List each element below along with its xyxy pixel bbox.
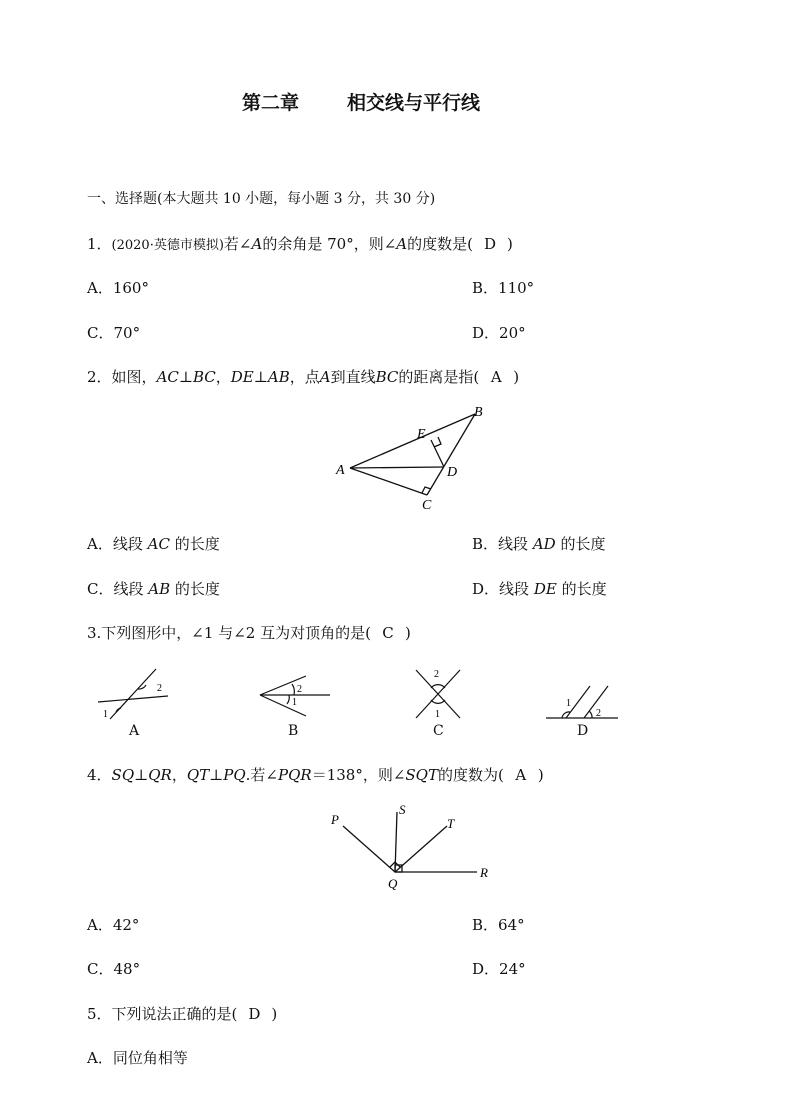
option-text: 42° [112,916,140,934]
q2-triangle-figure [330,400,500,515]
q4-symbol: ⊥ [134,766,149,784]
q2-text: 如图， [111,368,157,386]
q4-option-b [472,914,525,935]
option-text: 线段 [498,535,529,553]
q4-angle-figure [325,800,495,892]
q4-option-c [87,958,140,979]
label-b: B [474,405,483,420]
q1-answer: D [483,235,496,253]
option-label: B． [472,916,499,934]
option-label: D． [472,324,500,342]
option-text: 64° [498,916,525,934]
q5-close: ) [271,1005,278,1023]
option-text: 110° [498,279,535,297]
option-label: D． [472,580,500,598]
option-label: A． [87,1049,113,1067]
q3-answer: C [382,624,394,642]
q4-symbol: ⊥ [209,766,224,784]
q1-source: (2020·英德市模拟) [111,238,224,253]
label-a: A [336,463,345,478]
q5-option-a [87,1047,188,1068]
q1-option-b [472,277,534,298]
q2-text: 到直线 [330,368,376,386]
ray-qt [395,826,447,872]
q1-stem-part: 若∠ [223,235,252,253]
q4-close: ) [537,766,544,784]
angle-label-2: 2 [596,708,601,719]
q5-number: 5． [87,1005,112,1023]
q1-close: ) [506,235,513,253]
angle-label-2: 2 [297,684,302,695]
option-label: B． [472,535,499,553]
q3-figure-c [412,666,464,722]
q1-var: A [396,235,408,253]
angle-label-1: 1 [435,709,440,720]
angle-arc-1 [287,695,289,704]
label-d: D [447,465,458,480]
option-text: 20° [499,324,526,342]
question-4 [87,764,544,785]
q2-close: ) [513,368,520,386]
q2-symbol: ⊥ [253,368,268,386]
q1-option-d [472,322,526,343]
ray-qp [343,826,395,872]
option-text: 的长度 [561,580,607,598]
q4-text: 的度数为( [437,766,504,784]
q2-var: BC [192,368,216,386]
segment-bc [427,414,475,495]
q2-var: A [319,368,331,386]
q3-figure-a [96,664,172,722]
segment-ad [350,467,444,468]
q2-option-d [472,578,607,599]
q3-stem: 3.下列图形中，∠1 与∠2 互为对顶角的是( [87,624,371,642]
option-label: C． [87,324,114,342]
label-r: R [480,865,488,880]
q4-text: ， [171,766,187,784]
option-var: AC [147,535,170,553]
option-text: 线段 [112,535,143,553]
q1-option-a [87,277,149,298]
q3-close: ) [404,624,411,642]
q4-var: PQR [278,766,312,784]
angle-arc-2 [589,711,592,718]
q4-text: ＝138°，则∠ [311,766,406,784]
q4-answer: A [515,766,527,784]
q1-var: A [251,235,263,253]
option-label: C． [87,580,114,598]
option-var: DE [533,580,557,598]
q1-stem-part: 的度数是( [407,235,473,253]
option-label: D． [472,960,500,978]
q2-text: ，点 [289,368,320,386]
question-3 [87,622,411,643]
q4-text: .若∠ [245,766,278,784]
q2-var: BC [375,368,399,386]
option-text: 的长度 [560,535,606,553]
option-label: A． [87,916,113,934]
option-text: 线段 [113,580,144,598]
option-label: C． [87,960,114,978]
segment-de [431,440,444,467]
option-text: 同位角相等 [112,1049,188,1067]
option-text: 24° [499,960,526,978]
q3-caption-b: B [288,723,299,739]
q2-var: DE [230,368,254,386]
angle-arc-2 [431,685,445,688]
q2-answer: A [490,368,502,386]
option-label: B． [472,279,499,297]
q4-var: SQ [111,766,135,784]
angle-label-2: 2 [434,669,439,680]
q2-text: ， [215,368,231,386]
option-text: 48° [113,960,141,978]
segment-ab [350,414,475,468]
q2-option-b [472,533,605,554]
q2-number: 2． [87,368,112,386]
option-var: AD [532,535,556,553]
label-q: Q [388,876,398,891]
page-title-name: 相交线与平行线 [347,92,481,114]
q3-caption-d: D [577,723,589,739]
label-t: T [447,816,455,831]
option-label: A． [87,279,113,297]
q1-option-c [87,322,140,343]
q3-figure-d [544,684,620,722]
option-text: 70° [113,324,141,342]
angle-label-1: 1 [103,709,108,720]
q1-number: 1． [87,235,112,253]
q4-var: PQ [223,766,246,784]
q2-option-a [87,533,220,554]
line [98,696,168,702]
q5-answer: D [248,1005,261,1023]
q2-option-c [87,578,220,599]
option-label: A． [87,535,113,553]
option-text: 线段 [499,580,530,598]
angle-label-2: 2 [157,683,162,694]
q3-caption-a: A [129,723,140,739]
line [260,695,306,716]
option-text: 的长度 [174,535,220,553]
option-var: AB [148,580,171,598]
option-text: 的长度 [174,580,220,598]
question-5 [87,1003,277,1024]
q2-var: AC [156,368,179,386]
q3-caption-c: C [433,723,444,739]
label-c: C [422,498,432,513]
question-2 [87,366,519,387]
option-text: 160° [112,279,149,297]
q4-var: SQT [405,766,438,784]
segment-ac [350,468,427,495]
q5-stem: 下列说法正确的是( [111,1005,238,1023]
angle-label-1: 1 [566,698,571,709]
section-heading: 一、选择题(本大题共 10 小题，每小题 3 分，共 30 分) [87,191,436,207]
q1-stem-part: 的余角是 70°，则∠ [262,235,397,253]
q4-var: QT [186,766,210,784]
label-e: E [417,427,426,442]
q4-option-a [87,914,139,935]
angle-label-1: 1 [292,697,297,708]
q2-symbol: ⊥ [178,368,193,386]
question-1 [87,233,513,254]
right-angle-mark-e [434,437,441,447]
q4-var: QR [148,766,172,784]
q3-figure-b [256,672,332,722]
q4-number: 4． [87,766,112,784]
q4-option-d [472,958,526,979]
q2-var: AB [267,368,290,386]
page-title-chapter: 第二章 [242,92,300,114]
angle-arc-2 [292,684,294,695]
label-s: S [399,802,406,817]
angle-arc-1 [431,700,445,703]
label-p: P [331,812,339,827]
q2-text: 的距离是指( [398,368,480,386]
